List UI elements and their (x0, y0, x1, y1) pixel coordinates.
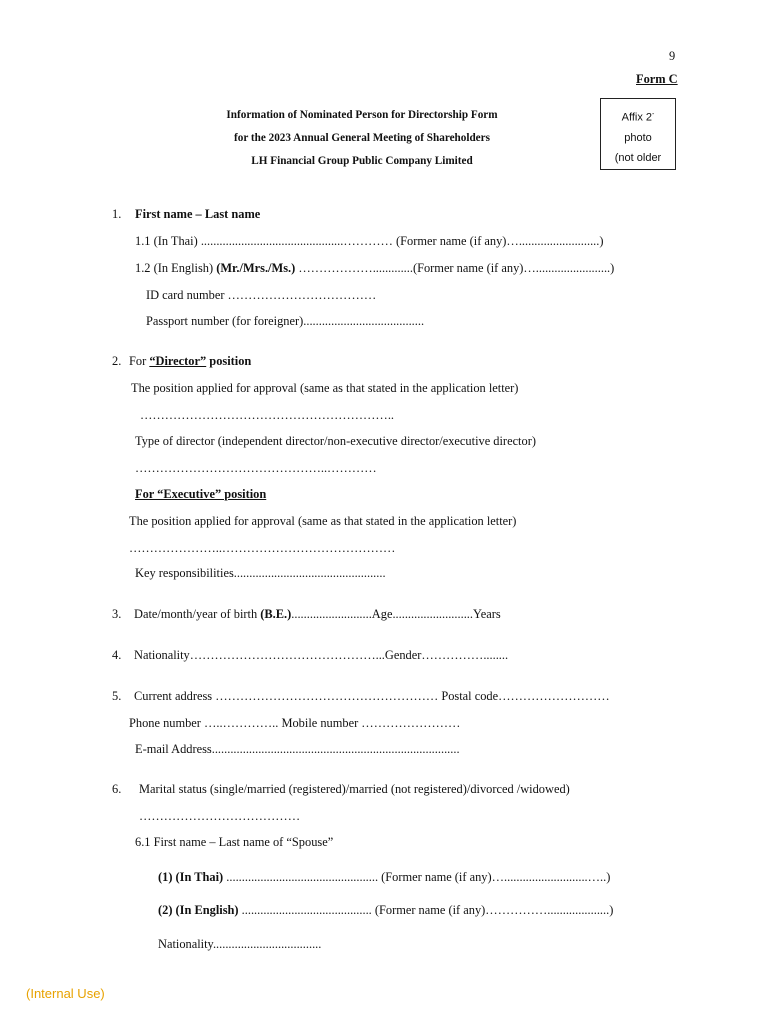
key-responsibilities: Key responsibilities................................................. (135, 566, 386, 580)
photo-box-line1: Affix 2- (621, 111, 655, 124)
id-card-line: ID card number ……………………………… (146, 288, 377, 302)
spouse-nationality-line: Nationality................................... (158, 937, 322, 951)
section-5-number: 5. (112, 689, 122, 703)
email-line: E-mail Address................................................................................ (135, 742, 460, 756)
internal-use-label: (Internal Use) (26, 986, 105, 1001)
executive-position-applied: The position applied for approval (same as that stated in the application letter) (129, 514, 517, 528)
form-title-line1: Information of Nominated Person for Directorship Form (226, 109, 498, 121)
type-of-director-dots: ………………………………………..………… (135, 461, 377, 475)
section-1-number: 1. (112, 207, 122, 221)
marital-status-dots: ………………………………… (139, 809, 301, 823)
photo-box-line3: (not older (614, 151, 662, 164)
type-of-director: Type of director (independent director/non-executive director/executive director) (135, 434, 536, 448)
section-3-number: 3. (112, 607, 122, 621)
page-number: 9 (669, 49, 676, 63)
executive-heading: For “Executive” position (135, 487, 267, 501)
spouse-name-heading: 6.1 First name – Last name of “Spouse” (135, 835, 334, 849)
marital-status-line: Marital status (single/married (registered)/married (not registered)/divorced /widowed) (139, 782, 570, 796)
passport-line: Passport number (for foreigner)....................................... (146, 314, 425, 328)
director-position-applied: The position applied for approval (same as that stated in the application letter) (131, 381, 519, 395)
section-2-number: 2. (112, 354, 122, 368)
thai-name-line: 1.1 (In Thai) ..............................................………… (Former name (if any)…..........................) (135, 234, 604, 248)
spouse-thai-line: (1) (In Thai) ................................................. (Former name (if any)…...........................…..) (158, 870, 611, 884)
date-of-birth-line: Date/month/year of birth (B.E.)..........................Age..........................Years (134, 607, 501, 621)
section-6-number: 6. (112, 782, 122, 796)
photo-box-line2: photo (624, 131, 652, 144)
executive-position-dots: …………………..…………………………………… (129, 541, 396, 555)
current-address-line: Current address ……………………………………………… Postal code……………………… (134, 689, 610, 703)
form-title-line2: for the 2023 Annual General Meeting of Shareholders (234, 132, 490, 144)
form-title-line3: LH Financial Group Public Company Limited (251, 155, 473, 167)
affix-photo-box (600, 98, 676, 170)
director-position-dots: …………………………………………………….. (140, 408, 395, 422)
form-label: Form C (636, 72, 678, 86)
phone-line: Phone number …..………….. Mobile number …………………… (129, 716, 461, 730)
spouse-english-line: (2) (In English) .......................................... (Former name (if any)……………....................) (158, 903, 614, 917)
section-4-number: 4. (112, 648, 122, 662)
section-2-title: For “Director” position (129, 354, 252, 368)
section-1-title: First name – Last name (135, 207, 261, 221)
english-name-line: 1.2 (In English) (Mr./Mrs./Ms.) ……………….............(Former name (if any)…........................) (135, 261, 615, 275)
nationality-gender-line: Nationality………………………………………...Gender……………........ (134, 648, 509, 662)
